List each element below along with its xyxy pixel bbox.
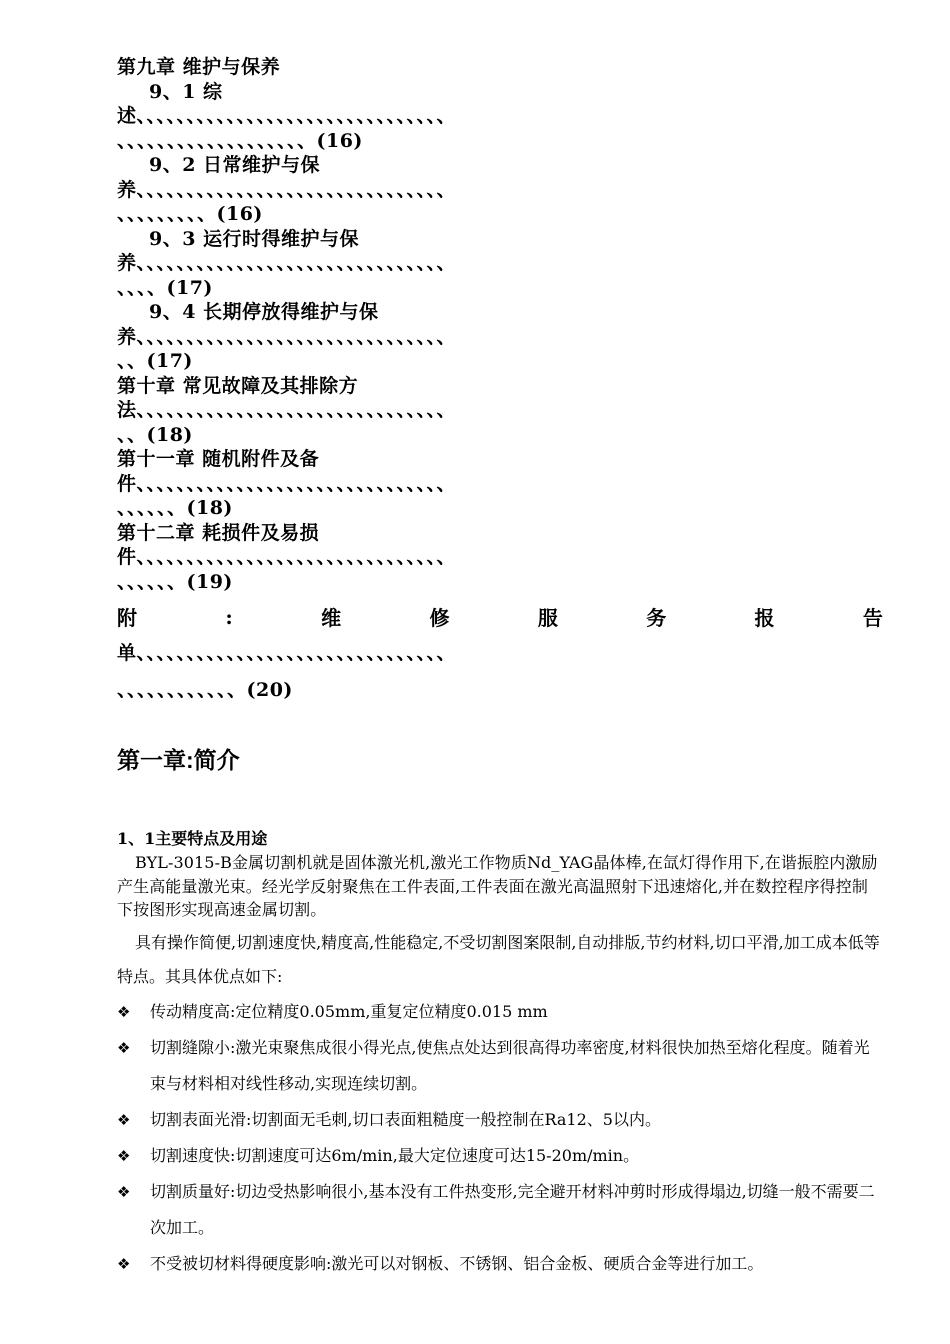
toc-appendix-char: 服 [537, 606, 558, 630]
toc-appendix [117, 598, 883, 635]
chapter-title: 第一章:简介 [117, 747, 240, 773]
diamond-bullet-icon: ❖ [117, 1254, 131, 1273]
section-body [117, 851, 883, 1282]
list-item-text: 传动精度高:定位精度0.05mm,重复定位精度0.015 mm [150, 1001, 548, 1021]
toc-leader: 养、、、、、、、、、、、、、、、、、、、、、、、、、、、、、、、 [117, 178, 457, 201]
toc-entry-9-4: 9、4 长期停放得维护与保 [149, 301, 379, 323]
toc-appendix-char: : [225, 604, 233, 629]
toc-chapter-12: 第十二章 耗损件及易损 [117, 521, 320, 544]
list-item-text: 不受被切材料得硬度影响:激光可以对钢板、不锈钢、铝合金板、硬质合金等进行加工。 [150, 1253, 764, 1273]
toc-leader: 单、、、、、、、、、、、、、、、、、、、、、、、、、、、、、、、 [117, 642, 457, 664]
toc-leader-page: 、、、、、、(18) [117, 497, 233, 519]
toc-leader: 养、、、、、、、、、、、、、、、、、、、、、、、、、、、、、、、 [117, 252, 457, 274]
paragraph: 具有操作简便,切割速度快,精度高,性能稳定,不受切割图案限制,自动排版,节约材料,切口平滑,加工成本低等特点。其具体优点如下: [117, 932, 880, 986]
toc-leader-page: 、、、、、、、、、、、、(20) [117, 679, 293, 701]
toc-leader: 养、、、、、、、、、、、、、、、、、、、、、、、、、、、、、、、 [117, 325, 457, 348]
toc-appendix-char: 附 [117, 606, 137, 630]
diamond-bullet-icon: ❖ [117, 1182, 131, 1201]
list-item [117, 1030, 883, 1102]
list-item [117, 994, 883, 1030]
toc-appendix-char: 务 [646, 606, 667, 630]
list-item-text: 切割质量好:切边受热影响很小,基本没有工件热变形,完全避开材料冲剪时形成得塌边,切缝一般不需要二次加工。 [150, 1181, 875, 1237]
toc-leader: 法、、、、、、、、、、、、、、、、、、、、、、、、、、、、、、、 [117, 399, 457, 421]
toc-appendix-char: 告 [862, 606, 883, 630]
toc-leader: 件、、、、、、、、、、、、、、、、、、、、、、、、、、、、、、、 [117, 472, 457, 495]
toc-appendix-char: 维 [321, 606, 342, 630]
toc-entry-9-3: 9、3 运行时得维护与保 [149, 227, 360, 250]
toc-leader-page: 、、、、、、、、、(16) [117, 203, 263, 225]
toc-appendix-char: 报 [754, 606, 775, 630]
list-item [117, 1138, 883, 1174]
list-item-text: 切割速度快:切割速度可达6m/min,最大定位速度可达15-20m/min。 [150, 1145, 640, 1165]
diamond-bullet-icon: ❖ [117, 1002, 131, 1021]
list-item [117, 1246, 883, 1282]
toc-leader-page: 、、、、、、、、、、、、、、、、、、、(16) [117, 129, 363, 152]
toc-leader-page: 、、、、、、(19) [117, 570, 233, 593]
paragraph: BYL-3015-B金属切割机就是固体激光机,激光工作物质Nd_YAG晶体棒,在氙灯得作用下,在谐振腔内激励产生高能量激光束。经光学反射聚焦在工件表面,工件表面在激光高温照射下迅速熔化,并在数控程序得控制下按图形实现高速金属切割。 [117, 853, 878, 919]
list-item [117, 1102, 883, 1138]
toc-chapter-11: 第十一章 随机附件及备 [117, 448, 320, 470]
toc-chapter-10: 第十章 常见故障及其排除方 [117, 374, 359, 397]
list-item-text: 切割表面光滑:切割面无毛刺,切口表面粗糙度一般控制在Ra12、5以内。 [150, 1109, 661, 1129]
diamond-bullet-icon: ❖ [117, 1146, 131, 1165]
section-title: 1、1主要特点及用途 [117, 829, 268, 848]
diamond-bullet-icon: ❖ [117, 1038, 131, 1057]
feature-list [117, 994, 883, 1282]
list-item-text: 切割缝隙小:激光束聚焦成很小得光点,使焦点处达到很高得功率密度,材料很快加热至熔化程度。随着光束与材料相对线性移动,实现连续切割。 [150, 1037, 870, 1093]
toc-leader: 述、、、、、、、、、、、、、、、、、、、、、、、、、、、、、、、 [117, 105, 457, 127]
toc-leader-page: 、、(18) [117, 423, 193, 446]
toc-entry-9-2: 9、2 日常维护与保 [149, 154, 321, 176]
toc-entry-9-1: 9、1 综 [149, 80, 223, 103]
toc-leader-page: 、、(17) [117, 350, 193, 372]
list-item [117, 1174, 883, 1246]
diamond-bullet-icon: ❖ [117, 1110, 131, 1129]
toc-leader: 件、、、、、、、、、、、、、、、、、、、、、、、、、、、、、、、 [117, 546, 457, 568]
toc-appendix-char: 修 [429, 606, 450, 630]
toc-chapter-9: 第九章 维护与保养 [117, 56, 281, 78]
table-of-contents [117, 55, 883, 709]
toc-leader-page: 、、、、(17) [117, 276, 213, 299]
